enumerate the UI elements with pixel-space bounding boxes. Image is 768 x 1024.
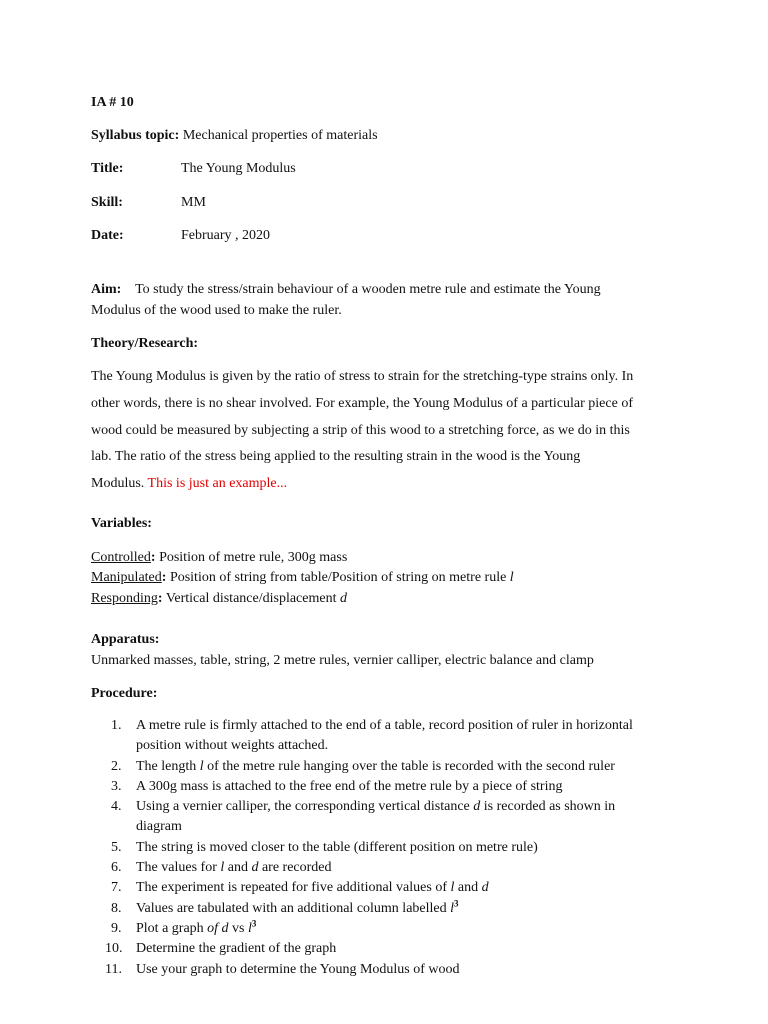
responding-label: Responding — [91, 591, 158, 606]
theory-last-text: Modulus. — [91, 476, 145, 492]
step-text-part: is recorded as shown in — [480, 799, 616, 815]
step-text-continued: position without weights attached. — [136, 738, 329, 754]
theory-heading: Theory/Research: — [91, 336, 199, 351]
step-text-part: Values are tabulated with an additional column labelled — [136, 900, 451, 916]
step-number: 11. — [105, 961, 122, 977]
theory-line: wood could be measured by subjecting a strip of this wood to a stretching force, as we do in this — [91, 422, 630, 438]
procedure-step — [91, 899, 681, 919]
skill-value: MM — [181, 195, 206, 210]
symbol-d: d — [251, 860, 259, 876]
step-text — [136, 899, 681, 919]
procedure-list — [91, 716, 681, 980]
symbol-l: l — [450, 880, 455, 896]
step-text: Determine the gradient of the graph — [136, 941, 337, 957]
syllabus-label: Syllabus topic: — [91, 128, 180, 143]
procedure-step — [91, 757, 681, 777]
symbol-of-d: of d — [207, 920, 229, 936]
aim-line-2: Modulus of the wood used to make the ruler. — [91, 303, 342, 318]
date-label: Date: — [91, 228, 124, 243]
date-row — [91, 227, 591, 245]
aim-label: Aim: — [91, 282, 122, 297]
apparatus-heading: Apparatus: — [91, 632, 160, 647]
syllabus-value: Mechanical properties of materials — [182, 128, 378, 143]
responding-value: Vertical distance/displacement — [165, 591, 337, 606]
symbol-l: l — [199, 758, 204, 774]
title-row — [91, 160, 591, 178]
step-text — [136, 878, 681, 898]
colon: : — [150, 550, 156, 565]
skill-row — [91, 194, 591, 212]
procedure-step — [91, 797, 681, 838]
skill-label: Skill: — [91, 195, 123, 210]
step-text — [136, 757, 681, 777]
symbol-d: d — [481, 880, 489, 896]
step-text-part: The values for — [136, 860, 221, 876]
step-text-part: of the metre rule hanging over the table is recorded with the second ruler — [203, 758, 615, 774]
manipulated-label: Manipulated — [91, 570, 162, 585]
procedure-step — [91, 716, 681, 757]
step-text-part: are recorded — [258, 860, 332, 876]
step-text-continued: diagram — [136, 819, 182, 835]
symbol-l: l — [450, 900, 455, 916]
aim-line-1 — [91, 281, 601, 299]
title-label: Title: — [91, 161, 124, 176]
procedure-step — [91, 919, 681, 939]
theory-line: The Young Modulus is given by the ratio of stress to strain for the stretching-type strains only. In — [91, 369, 634, 384]
step-text-part: The length — [136, 758, 200, 774]
manipulated-value: Position of string from table/Position of string on metre rule — [169, 570, 507, 585]
symbol-d: d — [473, 799, 481, 815]
step-text — [136, 858, 681, 878]
step-text-part: Using a vernier calliper, the corresponding vertical distance — [136, 799, 474, 815]
step-number: 10. — [105, 941, 123, 957]
step-number: 4. — [111, 799, 122, 815]
step-text: The string is moved closer to the table (different position on metre rule) — [136, 839, 538, 855]
procedure-step — [91, 838, 681, 858]
step-text-part: Plot a graph — [136, 920, 208, 936]
step-number: 2. — [111, 758, 122, 774]
symbol-l: l — [220, 860, 225, 876]
theory-line: lab. The ratio of the stress being applied to the resulting strain in the wood is the Young — [91, 449, 581, 465]
step-text: Use your graph to determine the Young Modulus of wood — [136, 961, 460, 977]
step-number: 5. — [111, 839, 122, 855]
title-value: The Young Modulus — [181, 161, 296, 176]
controlled-variable — [91, 549, 347, 567]
syllabus-row — [91, 127, 378, 145]
responding-variable — [91, 590, 347, 608]
procedure-step — [91, 858, 681, 878]
aim-text-1: To study the stress/strain behaviour of a wooden metre rule and estimate the Young — [135, 282, 601, 297]
step-text: A 300g mass is attached to the free end of the metre rule by a piece of string — [136, 778, 563, 794]
procedure-step — [91, 939, 681, 959]
example-note: This is just an example... — [147, 476, 288, 492]
step-text-part: and — [224, 860, 252, 876]
superscript: 3 — [251, 918, 257, 929]
apparatus-text: Unmarked masses, table, string, 2 metre rules, vernier calliper, electric balance and clamp — [91, 653, 594, 668]
theory-line: other words, there is no shear involved. For example, the Young Modulus of a particular piece of — [91, 395, 633, 411]
theory-paragraph — [91, 364, 681, 498]
step-number: 7. — [111, 880, 122, 896]
ia-number: IA # 10 — [91, 95, 134, 110]
symbol-l: l — [248, 920, 252, 936]
procedure-step — [91, 777, 681, 797]
step-text: A metre rule is firmly attached to the end of a table, record position of ruler in horizontal — [136, 718, 633, 733]
step-number: 8. — [111, 900, 122, 916]
step-text-part: The experiment is repeated for five additional values of — [136, 880, 451, 896]
step-text-part: vs — [228, 920, 248, 936]
step-number: 6. — [111, 860, 122, 876]
step-number: 1. — [111, 718, 122, 733]
symbol-d: d — [339, 591, 347, 606]
date-value: February , 2020 — [181, 228, 271, 243]
manipulated-variable — [91, 569, 514, 587]
theory-line-last — [91, 471, 681, 498]
procedure-heading: Procedure: — [91, 686, 158, 701]
colon: : — [161, 570, 167, 585]
controlled-value: Position of metre rule, 300g mass — [159, 550, 348, 565]
controlled-label: Controlled — [91, 550, 151, 565]
step-text — [136, 797, 681, 817]
step-text-part: and — [454, 880, 482, 896]
superscript: 3 — [454, 898, 459, 909]
step-number: 9. — [111, 920, 122, 936]
procedure-step — [91, 960, 681, 980]
colon: : — [157, 591, 163, 606]
step-text — [136, 919, 681, 939]
step-number: 3. — [111, 778, 122, 794]
procedure-step — [91, 878, 681, 898]
variables-heading: Variables: — [91, 516, 152, 531]
symbol-l: l — [509, 570, 514, 585]
